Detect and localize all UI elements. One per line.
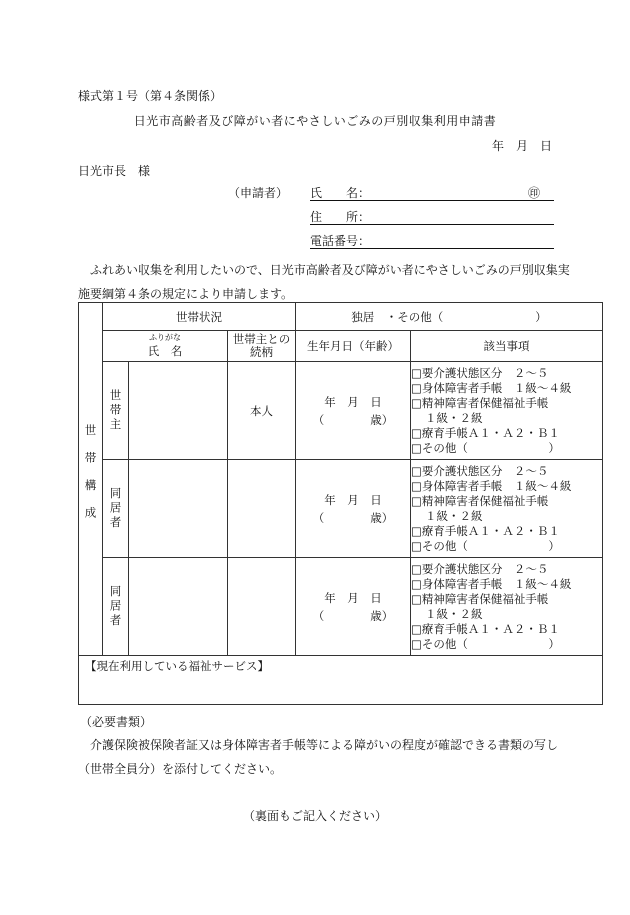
application-statement: ふれあい収集を利用したいので、日光市高齢者及び障がい者にやさしいごみの戸別収集実施要綱第４条の規定により申請します。 [78, 263, 570, 301]
age-line: （ 歳） [312, 510, 394, 525]
birthdate-line: 年 月 日 [324, 394, 382, 409]
applicant-phone-field[interactable] [310, 232, 554, 249]
household-status-label: 世帯状況 [103, 303, 296, 331]
form-number: 様式第１号（第４条関係） [78, 89, 223, 103]
applicant-label: （申請者） [228, 186, 289, 200]
applicable-items[interactable]: □要介護状態区分 ２～５ □身体障害者手帳 １級～４級 □精神障害者保健福祉手帳 １級・２級 □療育手帳Ａ１・Ａ２・Ｂ１ □その他（ ） [411, 460, 603, 558]
required-docs-title: （必要書類） [80, 715, 153, 729]
table-row [79, 558, 603, 656]
form-title: 日光市高齢者及び障がい者にやさしいごみの戸別収集利用申請書 [133, 114, 497, 128]
name-cell[interactable] [129, 362, 228, 460]
phone-label: 電話番号： [310, 234, 371, 248]
applicable-items[interactable]: □要介護状態区分 ２～５ □身体障害者手帳 １級～４級 □精神障害者保健福祉手帳 １級・２級 □療育手帳Ａ１・Ａ２・Ｂ１ □その他（ ） [411, 362, 603, 460]
row-role: 同居者 [103, 558, 129, 656]
section-household-composition: 世帯構成 [79, 303, 103, 656]
table-row [79, 460, 603, 558]
address-label: 住 所： [310, 210, 371, 224]
col-birth-header: 生年月日（年齢） [296, 331, 411, 362]
applicable-items[interactable]: □要介護状態区分 ２～５ □身体障害者手帳 １級～４級 □精神障害者保健福祉手帳 １級・２級 □療育手帳Ａ１・Ａ２・Ｂ１ □その他（ ） [411, 558, 603, 656]
birthdate-cell[interactable] [296, 362, 411, 460]
relation-cell[interactable] [228, 460, 296, 558]
applicant-name-field[interactable] [310, 184, 554, 201]
ruby-label: ふりがな [149, 333, 181, 342]
table-row [79, 362, 603, 460]
seal-mark: ㊞ [527, 186, 540, 200]
name-label: 氏 名： [310, 186, 371, 200]
welfare-services-box[interactable]: 【現在利用している福祉サービス】 [79, 656, 603, 705]
relation-cell[interactable]: 本人 [228, 362, 296, 460]
row-role: 世帯主 [103, 362, 129, 460]
age-line: （ 歳） [312, 412, 394, 427]
name-header-label: 氏 名 [147, 344, 183, 358]
addressee: 日光市長 様 [78, 164, 151, 178]
required-docs-text: 介護保険被保険者証又は身体障害者手帳等による障がいの程度が確認できる書類の写し（世帯全員分）を添付してください。 [78, 738, 559, 776]
applicant-address-field[interactable] [310, 208, 554, 225]
col-relation-header: 世帯主との続柄 [228, 331, 296, 362]
col-name-header [103, 331, 228, 362]
date-line: 年 月 日 [491, 139, 552, 153]
birthdate-line: 年 月 日 [324, 492, 382, 507]
footer-note: （裏面もご記入ください） [242, 809, 387, 823]
household-table [78, 302, 603, 705]
col-items-header: 該当事項 [411, 331, 603, 362]
birthdate-cell[interactable] [296, 558, 411, 656]
age-line: （ 歳） [312, 608, 394, 623]
row-role: 同居者 [103, 460, 129, 558]
name-cell[interactable] [129, 558, 228, 656]
name-cell[interactable] [129, 460, 228, 558]
birthdate-cell[interactable] [296, 460, 411, 558]
birthdate-line: 年 月 日 [324, 590, 382, 605]
relation-cell[interactable] [228, 558, 296, 656]
household-status-value[interactable]: 独居 ・その他（ ） [296, 303, 603, 331]
